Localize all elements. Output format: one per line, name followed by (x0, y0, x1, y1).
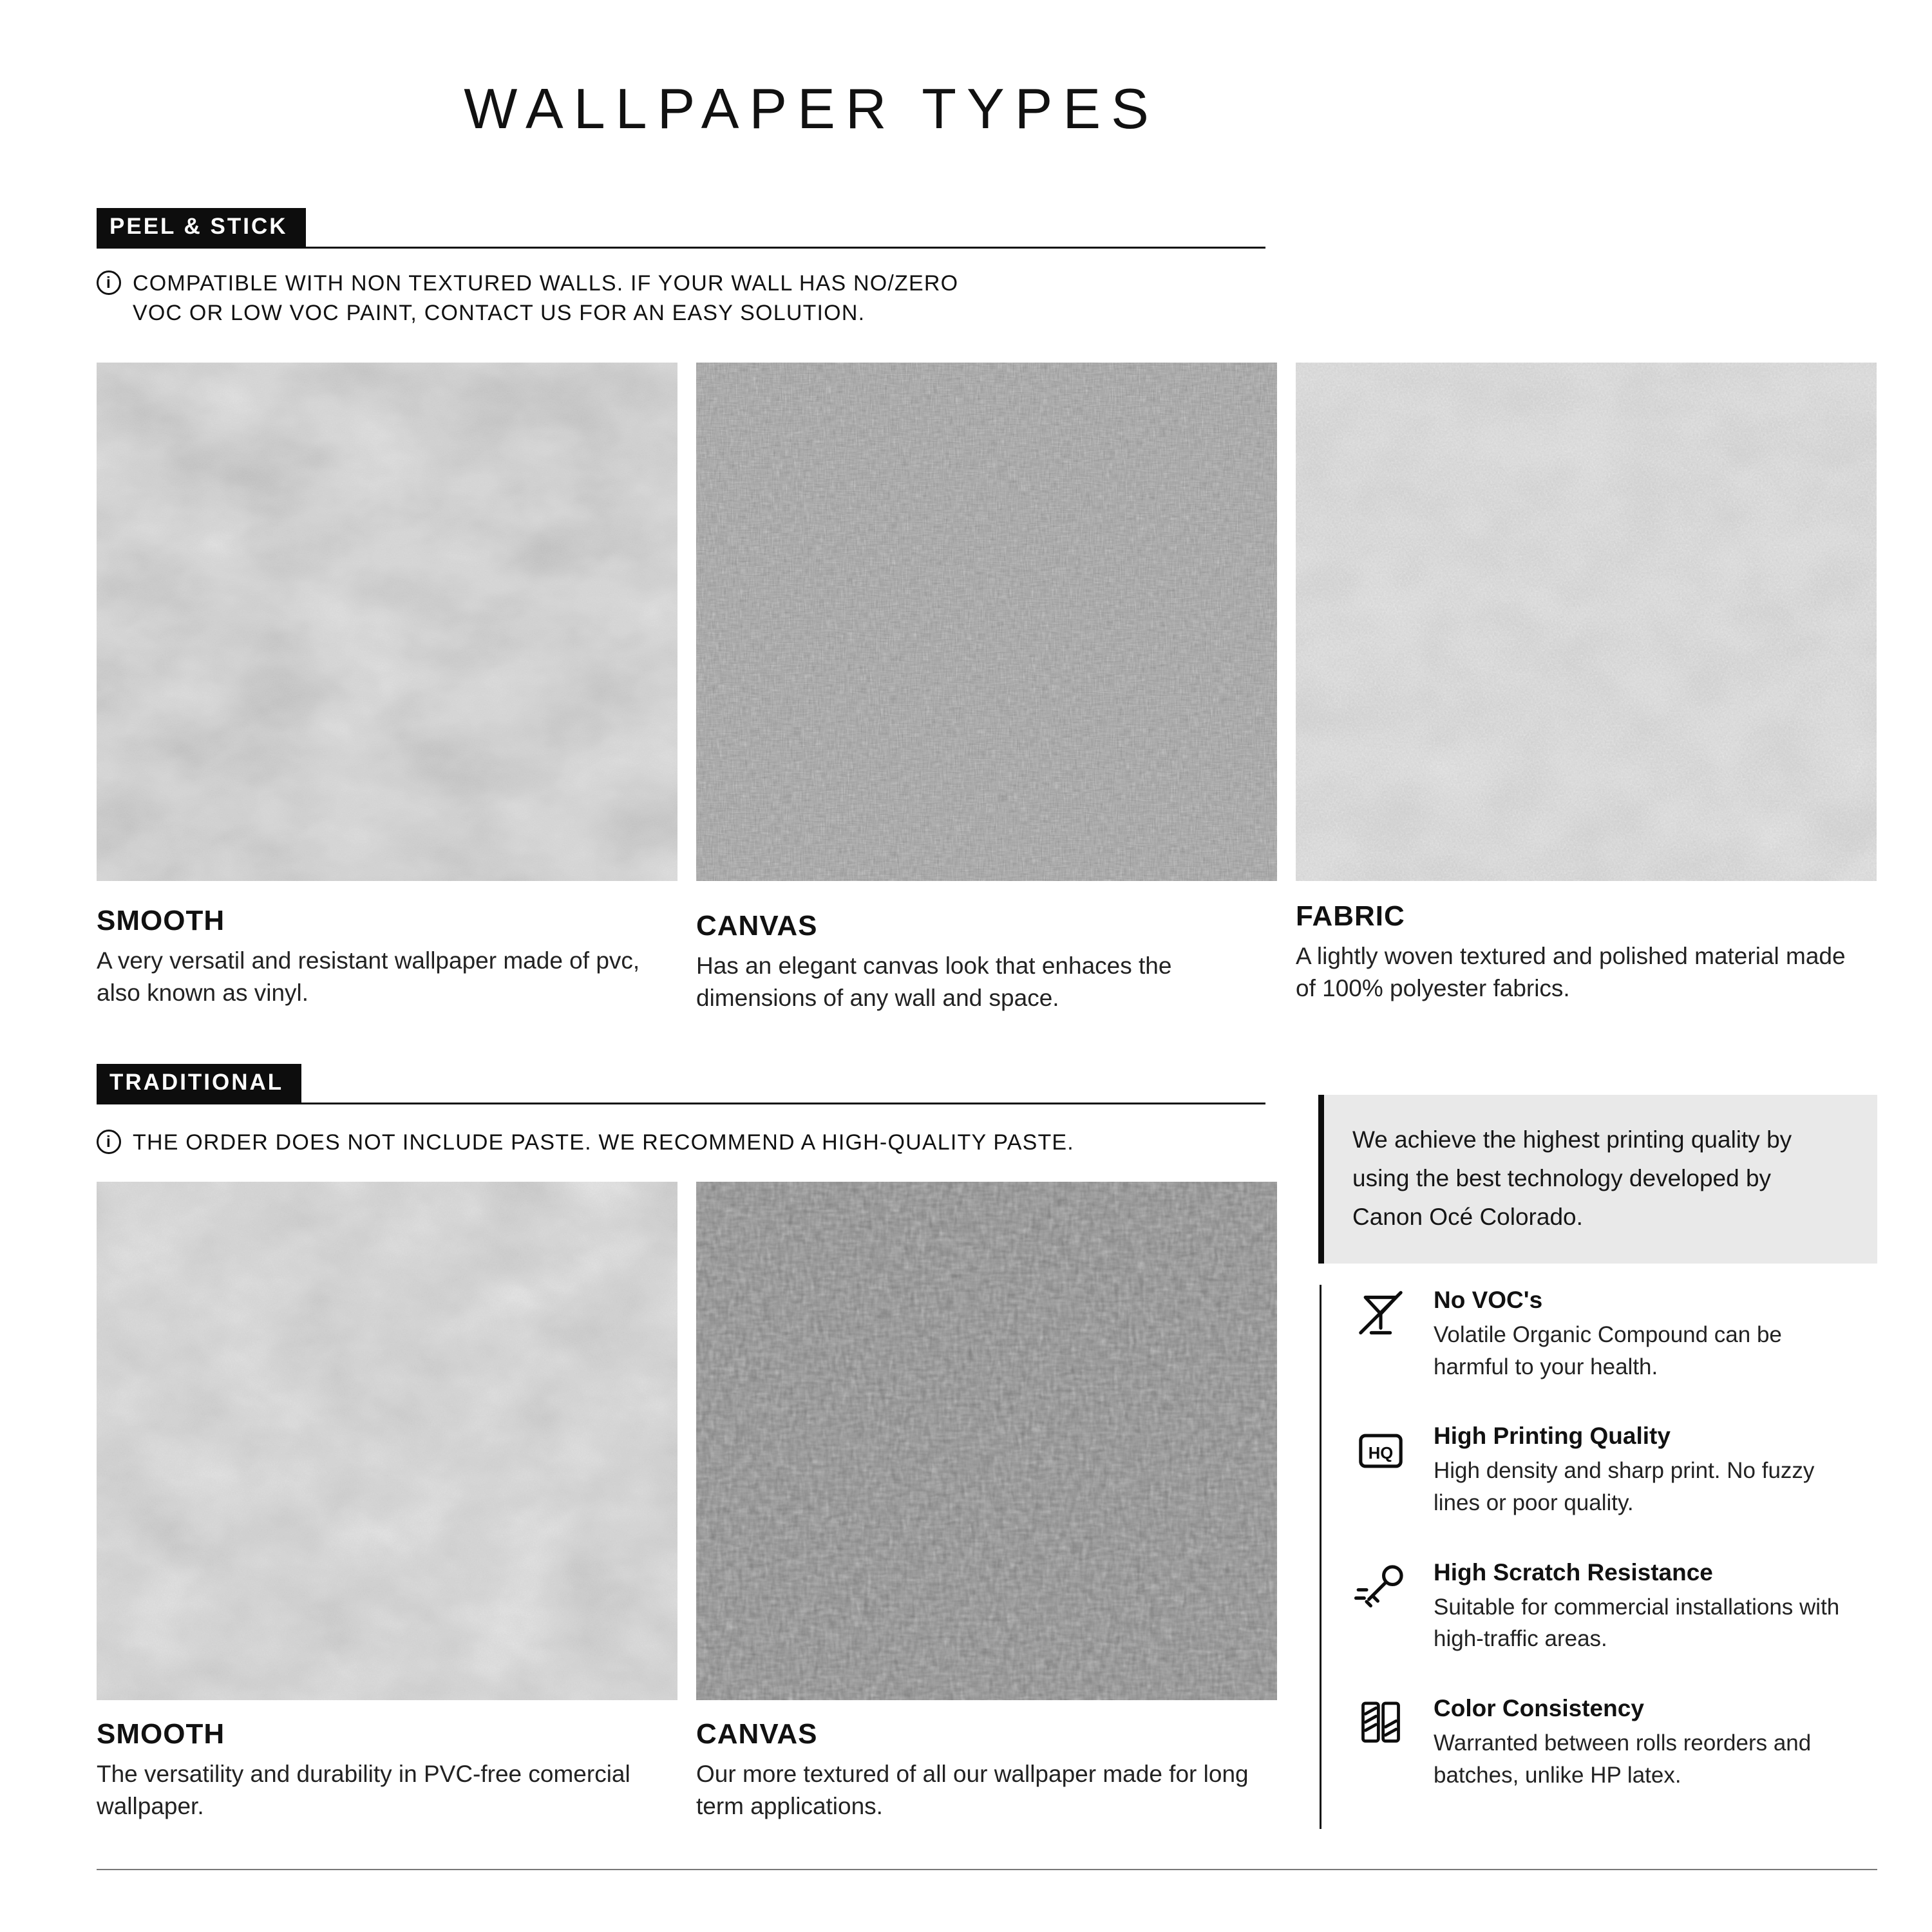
texture-canvas-image (696, 363, 1277, 881)
type-name: SMOOTH (97, 1718, 225, 1750)
no-voc-icon (1352, 1287, 1412, 1343)
feature-title: High Scratch Resistance (1434, 1558, 1713, 1586)
bottom-rule (97, 1869, 1877, 1870)
hq-icon (1352, 1423, 1412, 1479)
page-title: WALLPAPER TYPES (464, 77, 1159, 140)
quality-statement-panel (1318, 1095, 1877, 1264)
peel-stick-note (97, 269, 958, 328)
feature-text (1434, 1559, 1851, 1655)
note-text (133, 269, 958, 328)
type-description: Has an elegant canvas look that enhaces the dimensions of any wall and space. (696, 952, 1172, 1012)
traditional-note (97, 1128, 1074, 1158)
feature-no-voc (1352, 1287, 1877, 1383)
type-block-smooth-traditional (97, 1718, 657, 1823)
feature-description: High density and sharp print. No fuzzy lines or poor quality. (1434, 1458, 1815, 1516)
section-badge-traditional: TRADITIONAL (97, 1064, 301, 1103)
texture-smooth-image (97, 363, 677, 881)
type-description: A lightly woven textured and polished material made of 100% polyester fabrics. (1296, 943, 1846, 1002)
feature-description: Suitable for commercial installations with high-traffic areas. (1434, 1594, 1840, 1652)
type-block-fabric (1296, 900, 1856, 1005)
type-description: The versatility and durability in PVC-free comercial wallpaper. (97, 1761, 630, 1820)
feature-color-consistency (1352, 1695, 1877, 1791)
type-block-smooth (97, 905, 657, 1010)
type-block-canvas (696, 910, 1256, 1015)
texture-fabric-image (1296, 363, 1877, 881)
type-name: CANVAS (696, 910, 818, 942)
svg-text:HQ: HQ (1368, 1444, 1394, 1463)
info-icon: i (97, 1130, 121, 1154)
feature-title: High Printing Quality (1434, 1423, 1671, 1450)
type-name: SMOOTH (97, 905, 225, 936)
section-badge-peel-stick: PEEL & STICK (97, 208, 306, 247)
type-name: CANVAS (696, 1718, 818, 1750)
features-divider (1320, 1285, 1321, 1829)
features-list (1352, 1287, 1877, 1792)
color-consistency-icon (1352, 1695, 1412, 1752)
section-header-peel-stick (97, 211, 1265, 249)
feature-description: Volatile Organic Compound can be harmful to your health. (1434, 1322, 1782, 1379)
note-text: THE ORDER DOES NOT INCLUDE PASTE. WE RECOMMEND A HIGH-QUALITY PASTE. (133, 1130, 1074, 1155)
texture-smooth-traditional-image (97, 1182, 677, 1700)
feature-description: Warranted between rolls reorders and batches, unlike HP latex. (1434, 1730, 1812, 1788)
section-header-traditional (97, 1067, 1265, 1104)
type-description: A very versatil and resistant wallpaper made of pvc, also known as vinyl. (97, 947, 640, 1007)
feature-text (1434, 1423, 1851, 1519)
feature-text (1434, 1695, 1851, 1791)
texture-canvas-traditional-image (696, 1182, 1277, 1700)
feature-title: Color Consistency (1434, 1695, 1644, 1722)
feature-title: No VOC's (1434, 1287, 1543, 1313)
note-line-2: VOC OR LOW VOC PAINT, CONTACT US FOR AN EASY SOLUTION. (133, 300, 866, 325)
feature-high-printing-quality (1352, 1423, 1877, 1519)
info-icon: i (97, 270, 121, 295)
note-line-1: COMPATIBLE WITH NON TEXTURED WALLS. IF YOUR WALL HAS NO/ZERO (133, 271, 959, 296)
scratch-resistance-icon (1352, 1559, 1412, 1616)
type-description: Our more textured of all our wallpaper made for long term applications. (696, 1761, 1249, 1820)
feature-text (1434, 1287, 1851, 1383)
quality-statement: We achieve the highest printing quality by using the best technology developed by Canon Océ Colorado. (1352, 1126, 1792, 1230)
type-name: FABRIC (1296, 900, 1405, 932)
type-block-canvas-traditional (696, 1718, 1256, 1823)
feature-scratch-resistance (1352, 1559, 1877, 1655)
